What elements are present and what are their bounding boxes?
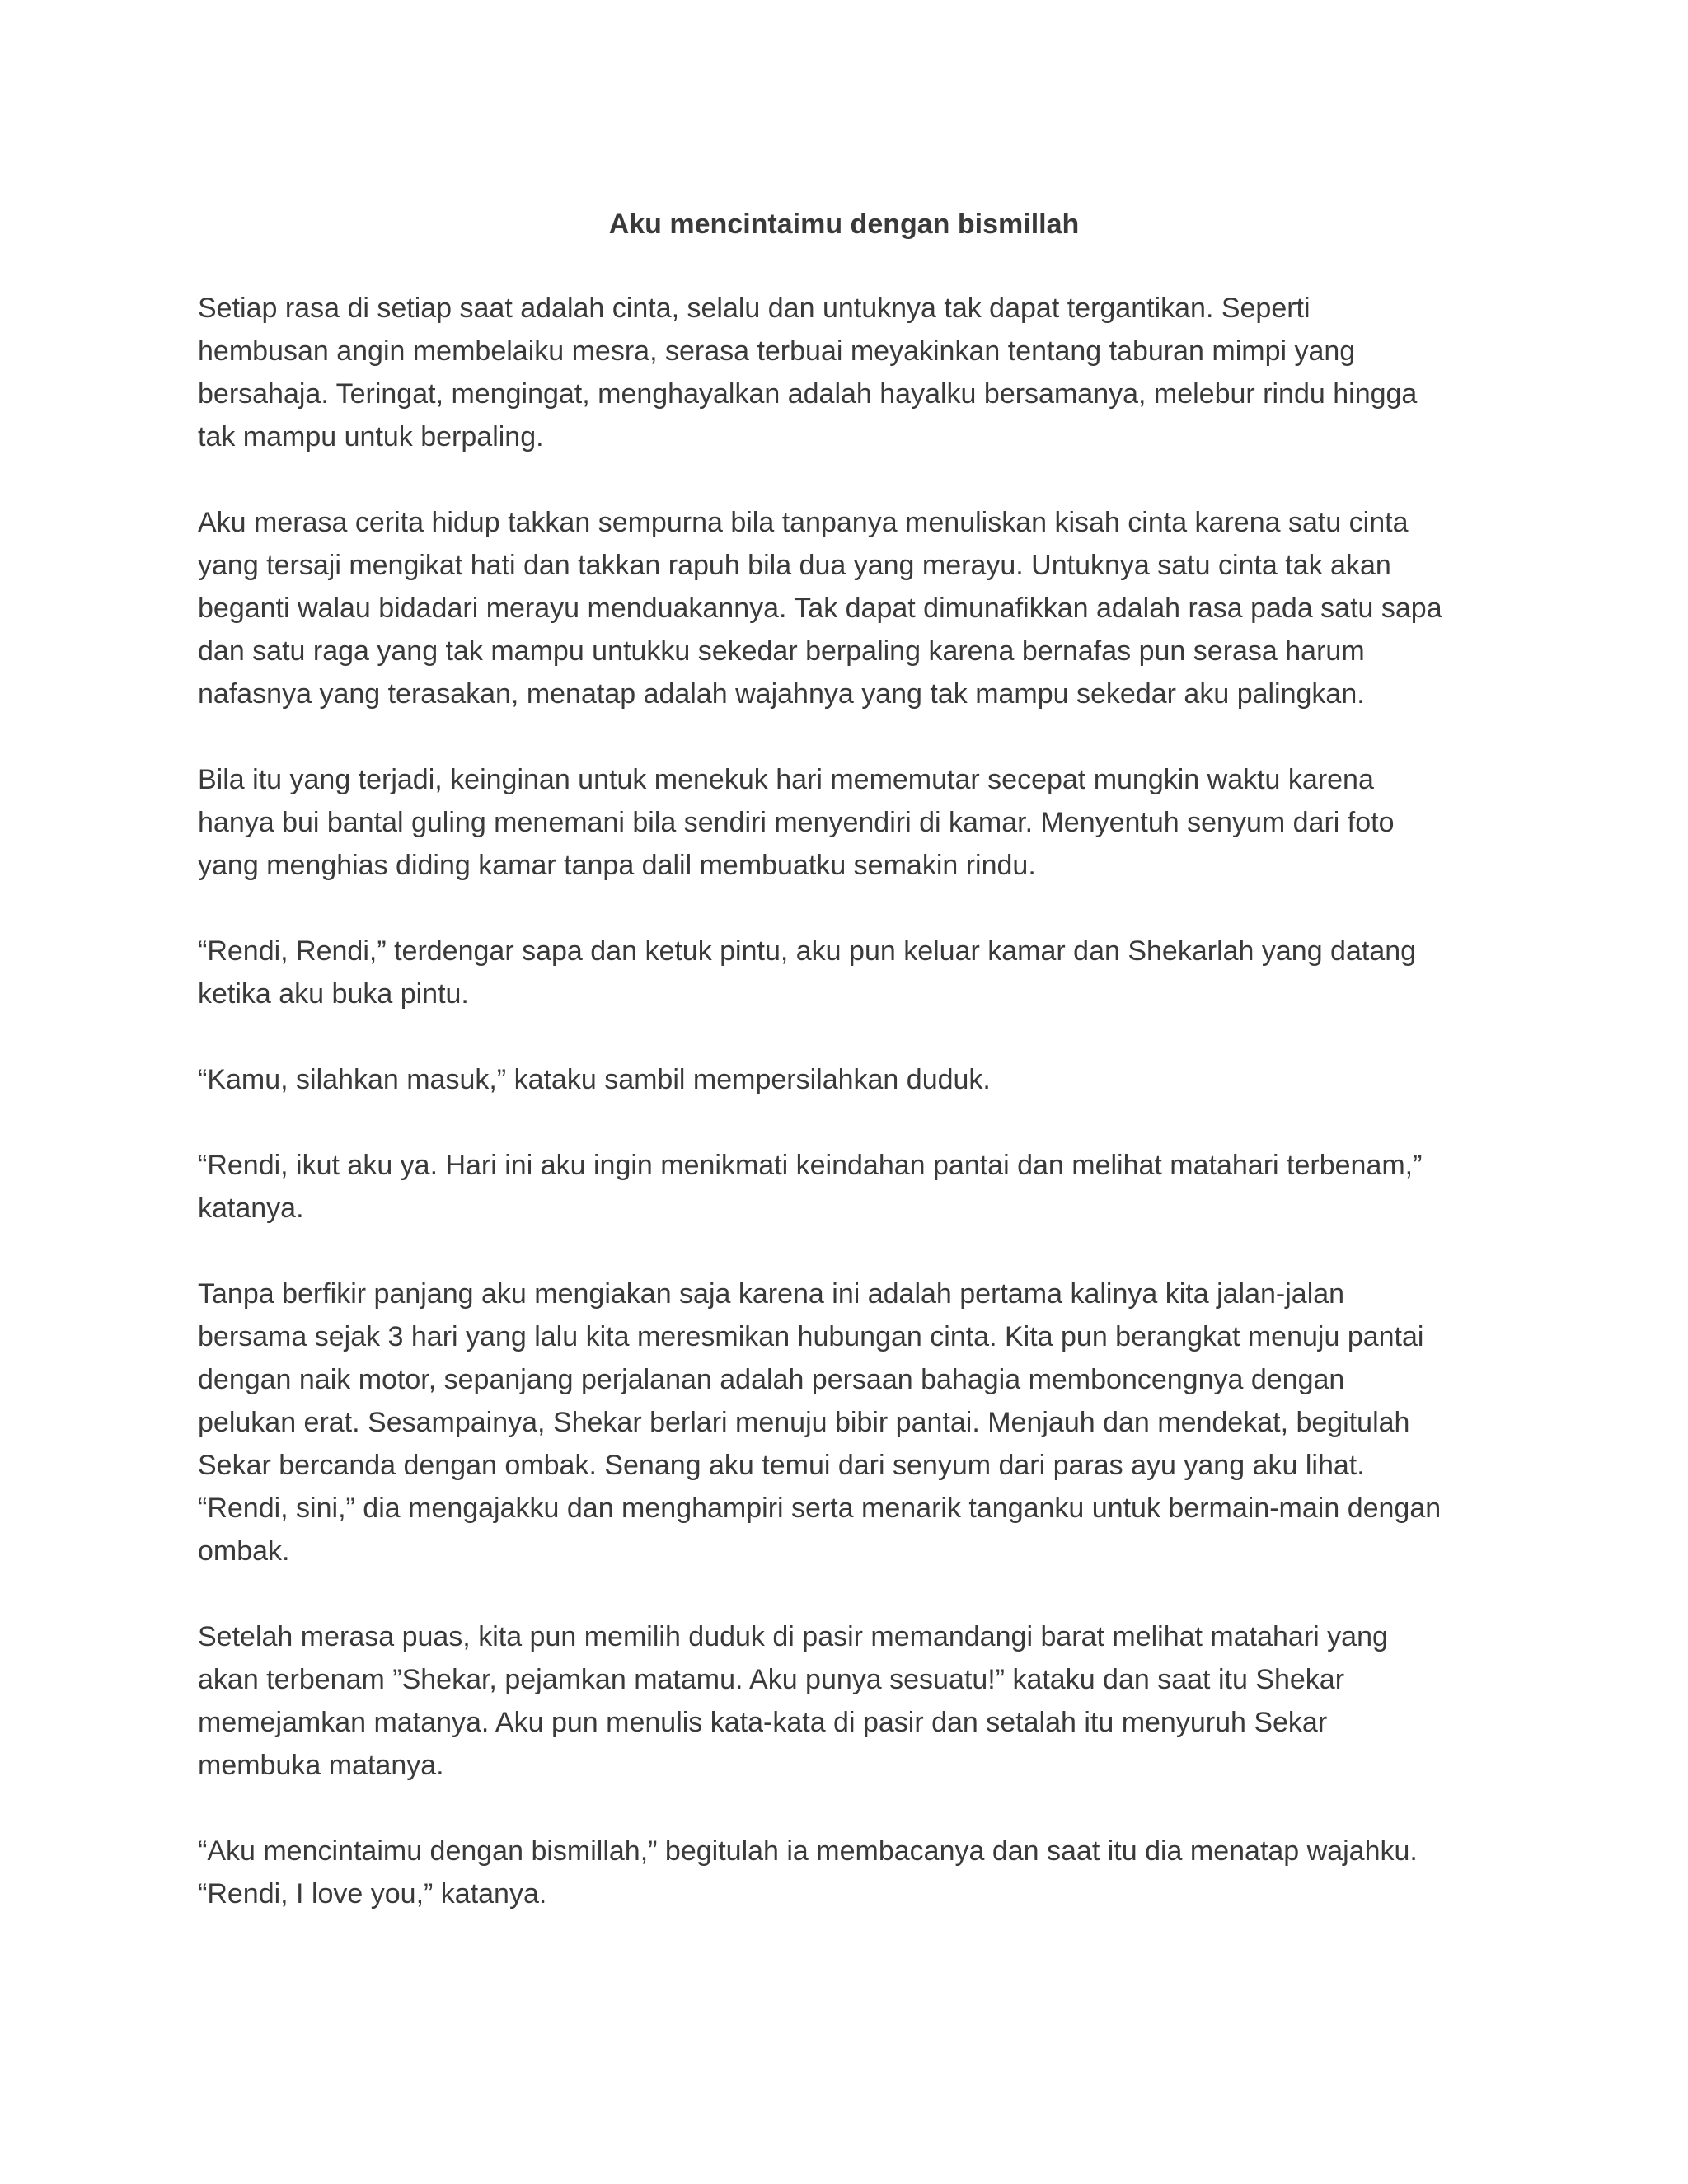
paragraph <box>198 758 1484 887</box>
paragraph <box>198 930 1484 1015</box>
text-line: yang menghias diding kamar tanpa dalil membuatku semakin rindu. <box>198 850 1036 881</box>
text-line: yang tersaji mengikat hati dan takkan rapuh bila dua yang merayu. Untuknya satu cinta tak akan <box>198 550 1391 581</box>
text-line: “Aku mencintaimu dengan bismillah,” begitulah ia membacanya dan saat itu dia menatap wajahku. <box>198 1835 1418 1867</box>
text-line: Tanpa berfikir panjang aku mengiakan saja karena ini adalah pertama kalinya kita jalan-jalan <box>198 1278 1345 1310</box>
text-line: hanya bui bantal guling menemani bila sendiri menyendiri di kamar. Menyentuh senyum dari foto <box>198 807 1395 838</box>
paragraph <box>198 501 1484 715</box>
paragraph <box>198 1144 1484 1230</box>
text-line: tak mampu untuk berpaling. <box>198 421 544 452</box>
text-line: bersahaja. Teringat, mengingat, menghayalkan adalah hayalku bersamanya, melebur rindu hingga <box>198 378 1418 410</box>
text-line: beganti walau bidadari merayu menduakannya. Tak dapat dimunafikkan adalah rasa pada satu sapa <box>198 593 1442 624</box>
text-line: hembusan angin membelaiku mesra, serasa terbuai meyakinkan tentang taburan mimpi yang <box>198 335 1356 367</box>
text-line: “Rendi, I love you,” katanya. <box>198 1878 547 1910</box>
text-line: “Rendi, ikut aku ya. Hari ini aku ingin menikmati keindahan pantai dan melihat matahari terbenam,” <box>198 1150 1423 1181</box>
text-line: “Rendi, sini,” dia mengajakku dan menghampiri serta menarik tanganku untuk bermain-main dengan <box>198 1493 1442 1524</box>
text-line: Bila itu yang terjadi, keinginan untuk menekuk hari mememutar secepat mungkin waktu karena <box>198 764 1374 795</box>
text-line: membuka matanya. <box>198 1750 444 1781</box>
paragraph <box>198 1830 1484 1915</box>
text-line: ketika aku buka pintu. <box>198 978 469 1010</box>
text-line: Aku merasa cerita hidup takkan sempurna bila tanpanya menuliskan kisah cinta karena satu cinta <box>198 507 1409 538</box>
document-body <box>198 287 1484 1958</box>
text-line: Sekar bercanda dengan ombak. Senang aku temui dari senyum dari paras ayu yang aku lihat. <box>198 1450 1365 1481</box>
text-line: ombak. <box>198 1535 290 1567</box>
paragraph <box>198 1615 1484 1787</box>
paragraph <box>198 287 1484 458</box>
paragraph <box>198 1058 1484 1101</box>
paragraph <box>198 1272 1484 1572</box>
text-line: Setiap rasa di setiap saat adalah cinta, selalu dan untuknya tak dapat tergantikan. Seperti <box>198 293 1311 324</box>
text-line: memejamkan matanya. Aku pun menulis kata-kata di pasir dan setalah itu menyuruh Sekar <box>198 1707 1328 1738</box>
document-title: Aku mencintaimu dengan bismillah <box>608 209 1080 240</box>
text-line: akan terbenam ”Shekar, pejamkan matamu. Aku punya sesuatu!” kataku dan saat itu Shekar <box>198 1664 1345 1695</box>
text-line: “Kamu, silahkan masuk,” kataku sambil mempersilahkan duduk. <box>198 1064 991 1095</box>
text-line: dengan naik motor, sepanjang perjalanan adalah persaan bahagia memboncengnya dengan <box>198 1364 1345 1395</box>
text-line: bersama sejak 3 hari yang lalu kita meresmikan hubungan cinta. Kita pun berangkat menuju pantai <box>198 1321 1424 1352</box>
text-line: “Rendi, Rendi,” terdengar sapa dan ketuk pintu, aku pun keluar kamar dan Shekarlah yang datang <box>198 935 1417 967</box>
text-line: pelukan erat. Sesampainya, Shekar berlari menuju bibir pantai. Menjauh dan mendekat, begitulah <box>198 1407 1410 1438</box>
text-line: dan satu raga yang tak mampu untukku sekedar berpaling karena bernafas pun serasa harum <box>198 635 1365 667</box>
text-line: nafasnya yang terasakan, menatap adalah wajahnya yang tak mampu sekedar aku palingkan. <box>198 678 1365 710</box>
text-line: Setelah merasa puas, kita pun memilih duduk di pasir memandangi barat melihat matahari yang <box>198 1621 1388 1652</box>
text-line: katanya. <box>198 1193 304 1224</box>
